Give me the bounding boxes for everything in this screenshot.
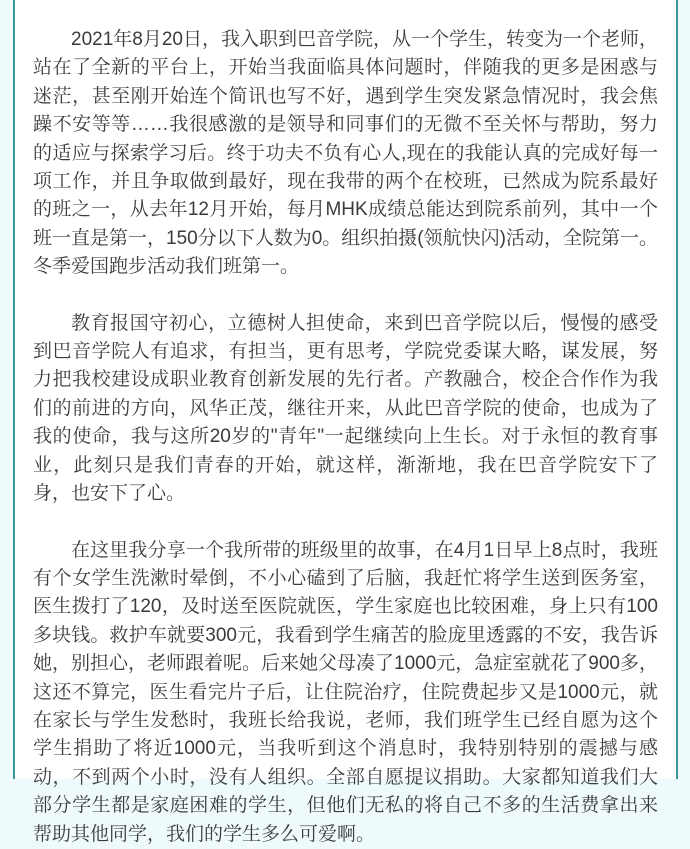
document-page xyxy=(13,0,678,845)
paragraph-story: 在这里我分享一个我所带的班级里的故事，在4月1日早上8点时，我班有个女学生洗漱时晕倒，不小心磕到了后脑，我赶忙将学生送到医务室，医生拨打了120，及时送至医院就医，学生家庭也比较困难，身上只有100多块钱。救护车就要300元，我看到学生痛苦的脸庞里透露的不安，我告诉她，别担心，老师跟着呢。后来她父母凑了1000元，急症室就花了900多，这还不算完，医生看完片子后，让住院治疗，住院费起步又是1000元，就在家长与学生发愁时，我班长给我说，老师，我们班学生已经自愿为这个学生捐助了将近1000元，当我听到这个消息时，我特别特别的震撼与感动，不到两个小时，没有人组织。全部自愿提议捐助。大家都知道我们大部分学生都是家庭困难的学生，但他们无私的将自己不多的生活费拿出来帮助其他同学，我们的学生多么可爱啊。 xyxy=(33,539,658,845)
paragraph-mission: 教育报国守初心，立德树人担使命，来到巴音学院以后，慢慢的感受到巴音学院人有追求，有担当，更有思考，学院党委谋大略，谋发展，努力把我校建设成职业教育创新发展的先行者。产教融合，校企合作作为我们的前进的方向，风华正茂，继往开来，从此巴音学院的使命，也成为了我的使命，我与这所20岁的"青年"一起继续向上生长。对于永恒的教育事业，此刻只是我们青春的开始，就这样，渐渐地，我在巴音学院安下了身，也安下了心。 xyxy=(33,312,658,505)
paragraph-intro: 2021年8月20日，我入职到巴音学院，从一个学生，转变为一个老师，站在了全新的平台上，开始当我面临具体问题时，伴随我的更多是困惑与迷茫，甚至刚开始连个简讯也写不好，遇到学生突发紧急情况时，我会焦躁不安等等……我很感激的是领导和同事们的无微不至关怀与帮助，努力的适应与探索学习后。终于功夫不负有心人,现在的我能认真的完成好每一项工作，并且争取做到最好，现在我带的两个在校班，已然成为院系最好的班之一，从去年12月开始，每月MHK成绩总能达到院系前列，其中一个班一直是第一，150分以下人数为0。组织拍摄(领航快闪)活动，全院第一。冬季爱国跑步活动我们班第一。 xyxy=(33,29,658,278)
